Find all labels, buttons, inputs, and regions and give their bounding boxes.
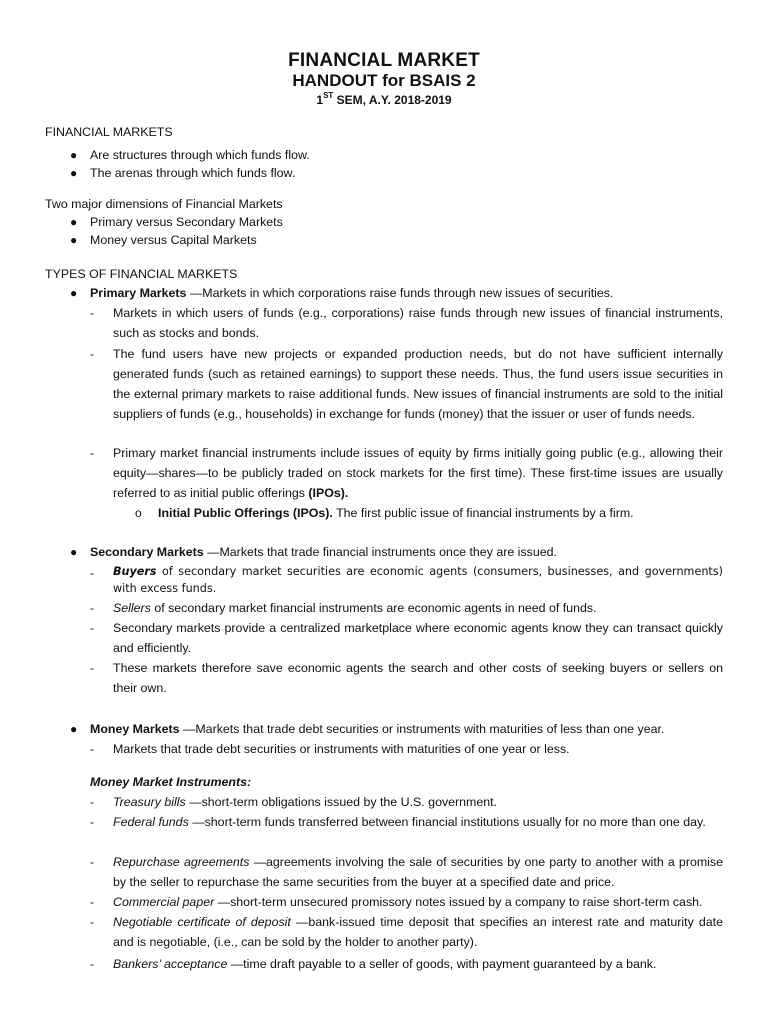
semester-line: 1ST SEM, A.Y. 2018-2019 xyxy=(316,91,452,107)
list-item: Primary versus Secondary Markets xyxy=(90,215,283,229)
dash-marker: - xyxy=(90,566,95,580)
secondary-item-2: These markets therefore save economic agents the search and other costs of seeking buyers or sellers on their own. xyxy=(113,661,723,695)
dash-marker: - xyxy=(90,915,95,929)
open-bullet-icon: o xyxy=(135,506,142,520)
dash-marker: - xyxy=(90,306,95,320)
document-title: FINANCIAL MARKET xyxy=(288,50,480,71)
dash-marker: - xyxy=(90,957,95,971)
section-heading-financial-markets: FINANCIAL MARKETS xyxy=(45,125,173,139)
secondary-markets-definition: Secondary Markets —Markets that trade financial instruments once they are issued. xyxy=(90,545,557,559)
instrument-treasury-bills: Treasury bills —short-term obligations issued by the U.S. government. xyxy=(113,795,498,809)
bullet-icon: ● xyxy=(70,722,78,736)
document-subtitle: HANDOUT for BSAIS 2 xyxy=(292,71,476,90)
dash-marker: - xyxy=(90,347,95,361)
instrument-negotiable-cd: Negotiable certificate of deposit —bank-issued time deposit that specifies an interest rate and maturity date and is negotiable, (i.e., can be sold by the holder to another party). xyxy=(113,915,723,949)
instrument-federal-funds: Federal funds —short-term funds transferred between financial institutions usually for no more than one day. xyxy=(113,815,706,829)
secondary-buyers: Buyers of secondary market securities are economic agents (consumers, businesses, and governments) with excess funds. xyxy=(113,565,723,595)
secondary-sellers: Sellers of secondary market financial instruments are economic agents in need of funds. xyxy=(113,601,597,615)
dash-marker: - xyxy=(90,855,95,869)
money-markets-definition: Money Markets —Markets that trade debt securities or instruments with maturities of less than one year. xyxy=(90,722,665,736)
section-heading-types: TYPES OF FINANCIAL MARKETS xyxy=(45,267,238,281)
bullet-icon: ● xyxy=(70,148,78,162)
ipo-definition: Initial Public Offerings (IPOs). The first public issue of financial instruments by a firm. xyxy=(158,506,634,520)
list-item: Money versus Capital Markets xyxy=(90,233,257,247)
primary-item-3: Primary market financial instruments include issues of equity by firms initially going public (e.g., allowing their equity—shares—to be publicly traded on stock markets for the first time). These first-time issues are usually referred to as initial public offerings (IPOs). xyxy=(113,446,723,500)
dash-marker: - xyxy=(90,795,95,809)
primary-item-1: Markets in which users of funds (e.g., corporations) raise funds through new issues of financial instruments, such as stocks and bonds. xyxy=(113,306,723,340)
primary-markets-definition: Primary Markets —Markets in which corporations raise funds through new issues of securities. xyxy=(90,286,614,300)
dash-marker: - xyxy=(90,601,95,615)
dash-marker: - xyxy=(90,446,95,460)
instrument-bankers-acceptance: Bankers’ acceptance —time draft payable to a seller of goods, with payment guaranteed by a bank. xyxy=(113,957,657,971)
instruments-heading: Money Market Instruments: xyxy=(90,775,252,789)
instrument-repurchase-agreements: Repurchase agreements —agreements involving the sale of securities by one party to another with a promise by the seller to repurchase the same securities from the buyer at a specified date and price. xyxy=(113,855,723,889)
bullet-icon: ● xyxy=(70,233,78,247)
list-item: The arenas through which funds flow. xyxy=(90,166,296,180)
dash-marker: - xyxy=(90,661,95,675)
dimensions-heading: Two major dimensions of Financial Markets xyxy=(45,197,283,211)
bullet-icon: ● xyxy=(70,166,78,180)
list-item: Are structures through which funds flow. xyxy=(90,148,310,162)
money-item: Markets that trade debt securities or instruments with maturities of one year or less. xyxy=(113,742,570,756)
dash-marker: - xyxy=(90,742,95,756)
instrument-commercial-paper: Commercial paper —short-term unsecured promissory notes issued by a company to raise short-term cash. xyxy=(113,895,703,909)
primary-item-2: The fund users have new projects or expanded production needs, but do not have sufficient internally generated funds (such as retained earnings) to support these needs. Thus, the fund users issue securities in the external primary markets to raise additional funds. New issues of financial instruments are sold to the initial suppliers of funds (e.g., households) in exchange for funds (money) that the issuer or user of funds needs. xyxy=(113,347,723,421)
bullet-icon: ● xyxy=(70,215,78,229)
dash-marker: - xyxy=(90,815,95,829)
dash-marker: - xyxy=(90,895,95,909)
secondary-item-1: Secondary markets provide a centralized marketplace where economic agents know they can transact quickly and efficiently. xyxy=(113,621,723,655)
bullet-icon: ● xyxy=(70,286,78,300)
bullet-icon: ● xyxy=(70,545,78,559)
dash-marker: - xyxy=(90,621,95,635)
